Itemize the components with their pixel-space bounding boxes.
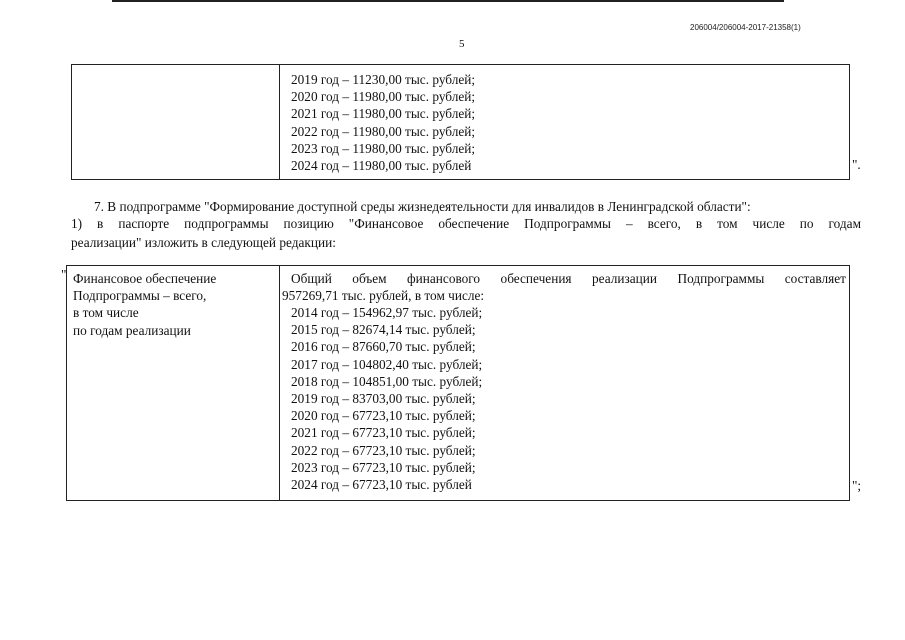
funding-row: 2020 год – 67723,10 тыс. рублей; (291, 408, 476, 424)
table-column-divider (279, 65, 280, 179)
funding-row: 2024 год – 67723,10 тыс. рублей (291, 477, 472, 493)
funding-row: 2015 год – 82674,14 тыс. рублей; (291, 322, 476, 338)
funding-row: 2022 год – 67723,10 тыс. рублей; (291, 442, 476, 458)
page-number: 5 (459, 38, 465, 50)
funding-years-list-top (291, 71, 475, 174)
document-id: 206004/206004-2017-21358(1) (690, 23, 801, 32)
funding-years-list-passport (291, 304, 482, 493)
funding-row: 2019 год – 83703,00 тыс. рублей; (291, 391, 476, 407)
funding-row: 2023 год – 11980,00 тыс. рублей; (291, 140, 476, 156)
label-line: Подпрограммы – всего, (73, 288, 207, 304)
passport-label (73, 270, 216, 339)
opening-quote: " (61, 267, 67, 282)
label-line: по годам реализации (73, 322, 191, 338)
label-line: Финансовое обеспечение (73, 271, 217, 286)
funding-row: 2022 год – 11980,00 тыс. рублей; (291, 123, 476, 139)
section-heading: 7. В подпрограмме "Формирование доступной среды жизнедеятельности для инвалидов в Ленинградской области": (94, 199, 751, 214)
label-line: в том числе (73, 305, 139, 321)
funding-intro-line-2: 957269,71 тыс. рублей, в том числе: (282, 288, 485, 303)
funding-row: 2017 год – 104802,40 тыс. рублей; (291, 356, 483, 372)
funding-row: 2021 год – 67723,10 тыс. рублей; (291, 425, 476, 441)
closing-quote-passport: "; (852, 478, 862, 493)
funding-row: 2016 год – 87660,70 тыс. рублей; (291, 339, 476, 355)
table-column-divider (279, 266, 280, 500)
funding-intro-line-1: Общий объем финансового обеспечения реализации Подпрограммы составляет (291, 271, 846, 286)
instruction-line-1: 1) в паспорте подпрограммы позицию "Финансовое обеспечение Подпрограммы – всего, в том числе по годам (71, 216, 861, 231)
funding-row: 2018 год – 104851,00 тыс. рублей; (291, 373, 483, 389)
funding-row: 2019 год – 11230,00 тыс. рублей; (291, 72, 476, 87)
funding-row: 2020 год – 11980,00 тыс. рублей; (291, 89, 476, 105)
scan-top-border (112, 0, 784, 2)
funding-row: 2021 год – 11980,00 тыс. рублей; (291, 106, 476, 122)
closing-quote-top: ". (852, 157, 861, 172)
funding-row: 2023 год – 67723,10 тыс. рублей; (291, 459, 476, 475)
instruction-line-2: реализации" изложить в следующей редакции: (71, 235, 336, 250)
funding-row: 2014 год – 154962,97 тыс. рублей; (291, 305, 483, 320)
funding-row: 2024 год – 11980,00 тыс. рублей (291, 158, 472, 174)
